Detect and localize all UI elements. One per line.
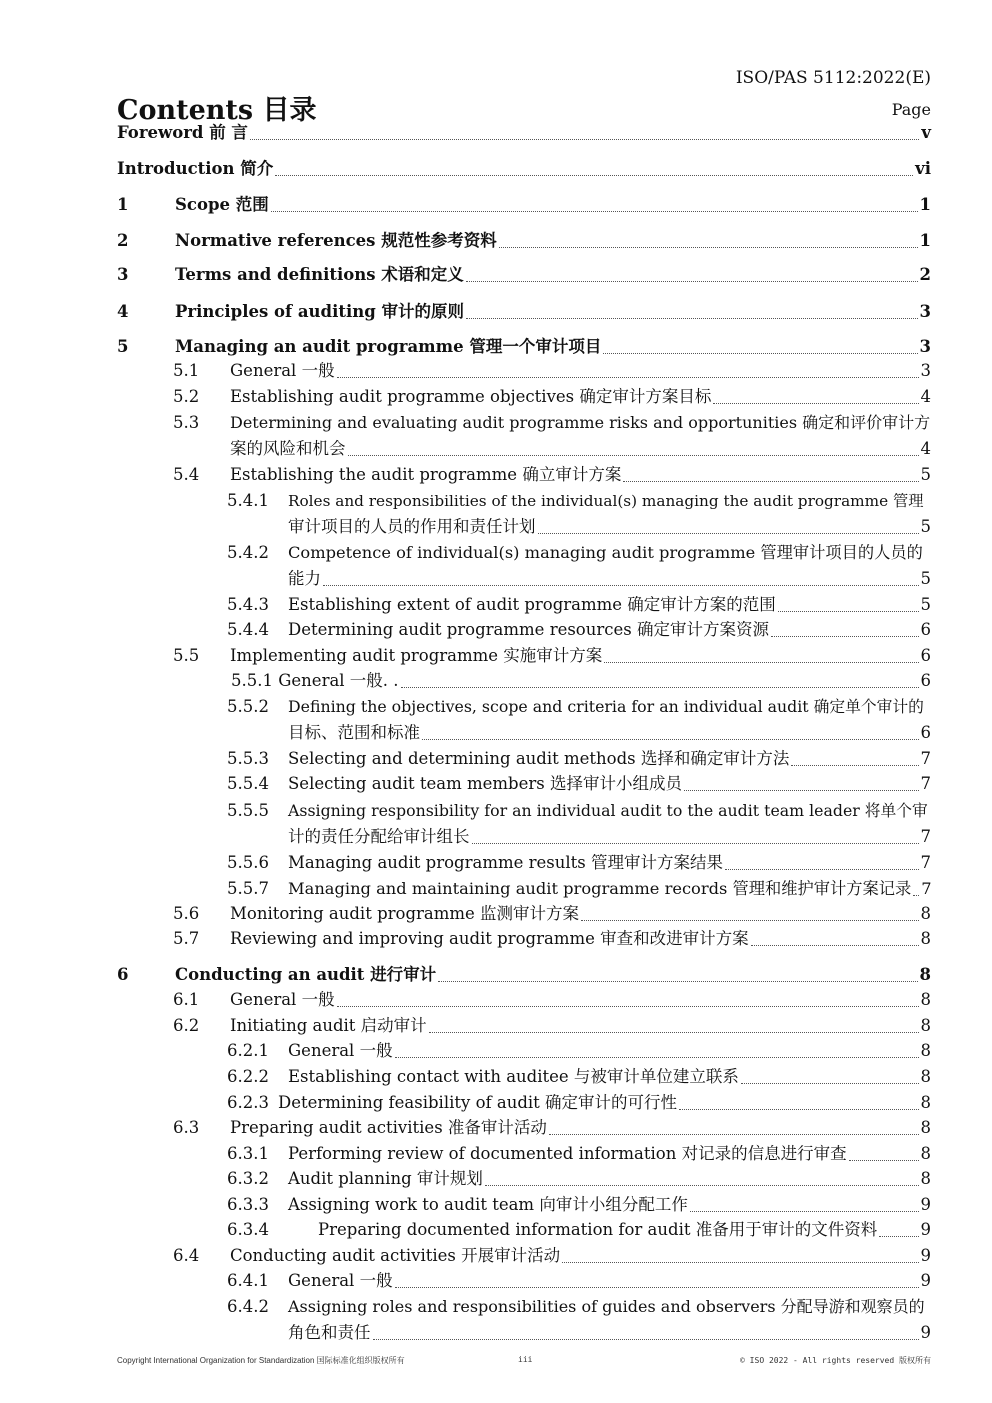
toc-entry-title: Principles of auditing 审计的原则 bbox=[175, 302, 465, 321]
toc-entry-number: 6.1 bbox=[173, 990, 200, 1009]
dot-leader bbox=[690, 1211, 919, 1212]
toc-entry-page: 8 bbox=[920, 904, 931, 923]
toc-entry-page: 2 bbox=[919, 265, 931, 284]
toc-entry-page: 6 bbox=[920, 620, 931, 639]
dot-leader bbox=[778, 611, 919, 612]
toc-entry-title: Performing review of documented information 对记录的信息进行审查 bbox=[288, 1144, 847, 1163]
dot-leader bbox=[684, 790, 919, 791]
toc-entry-title: Introduction 简介 bbox=[117, 159, 274, 178]
dot-leader bbox=[603, 353, 917, 354]
toc-entry-number: 5 bbox=[117, 337, 129, 356]
toc-entry-title-continued: 目标、范围和标准 bbox=[288, 723, 420, 742]
dot-leader bbox=[913, 895, 919, 896]
dot-leader bbox=[725, 869, 919, 870]
document-identifier: ISO/PAS 5112:2022(E) bbox=[735, 68, 931, 88]
toc-entry-title: Determining feasibility of audit 确定审计的可行性 bbox=[278, 1093, 678, 1112]
toc-entry-page: 7 bbox=[920, 853, 931, 872]
footer-copyright: Copyright International Organization for Standardization 国际标准化组织版权所有 bbox=[117, 1356, 405, 1365]
toc-entry-title: Managing audit programme results 管理审计方案结果 bbox=[288, 853, 723, 872]
toc-entry-number: 5.1 bbox=[173, 361, 200, 380]
toc-entry-number: 5.4.1 bbox=[227, 491, 269, 510]
toc-entry-number: 5.4.3 bbox=[227, 595, 269, 614]
toc-entry-title: Reviewing and improving audit programme 审查和改进审计方案 bbox=[230, 929, 749, 948]
toc-entry-number: 1 bbox=[117, 195, 129, 214]
toc-entry-title: Audit planning 审计规划 bbox=[288, 1169, 483, 1188]
toc-entry-number: 6.2.1 bbox=[227, 1041, 269, 1060]
toc-entry-number: 5.2 bbox=[173, 387, 200, 406]
dot-leader bbox=[604, 662, 918, 663]
page-title: Contents 目录 bbox=[117, 95, 317, 126]
toc-entry-page: 9 bbox=[920, 1220, 931, 1239]
toc-entry-page: 7 bbox=[920, 749, 931, 768]
toc-entry-page: 6 bbox=[920, 646, 931, 665]
toc-entry-title: Assigning roles and responsibilities of guides and observers 分配导游和观察员的 bbox=[288, 1297, 925, 1316]
toc-entry-title: Selecting and determining audit methods 选择和确定审计方法 bbox=[288, 749, 790, 768]
toc-entry-page: 8 bbox=[920, 990, 931, 1009]
toc-entry-title: Foreword 前 言 bbox=[117, 123, 248, 142]
dot-leader bbox=[679, 1109, 918, 1110]
toc-entry-number: 5.5.4 bbox=[227, 774, 269, 793]
toc-entry-page: 3 bbox=[920, 361, 931, 380]
footer-rights: © ISO 2022 - All rights reserved 版权所有 bbox=[740, 1356, 931, 1365]
toc-entry-number: 6.2.3 bbox=[227, 1093, 269, 1112]
toc-entry-title-continued: 角色和责任 bbox=[288, 1323, 371, 1342]
dot-leader bbox=[401, 687, 919, 688]
toc-entry-number: 5.5.7 bbox=[227, 879, 269, 898]
toc-entry-title-continued: 能力 bbox=[288, 569, 321, 588]
toc-entry-number: 6.4 bbox=[173, 1246, 200, 1265]
toc-entry-title: Determining audit programme resources 确定审计方案资源 bbox=[288, 620, 769, 639]
toc-entry-number: 6.2.2 bbox=[227, 1067, 269, 1086]
toc-entry-title: Initiating audit 启动审计 bbox=[230, 1016, 427, 1035]
toc-entry-number: 5.5.6 bbox=[227, 853, 269, 872]
dot-leader bbox=[549, 1134, 919, 1135]
toc-entry-title: Conducting audit activities 开展审计活动 bbox=[230, 1246, 561, 1265]
toc-entry-page: 7 bbox=[921, 879, 932, 898]
dot-leader bbox=[373, 1339, 919, 1340]
toc-entry-number: 5.5.2 bbox=[227, 697, 269, 716]
dot-leader bbox=[751, 945, 919, 946]
page-column-label: Page bbox=[891, 100, 931, 119]
toc-entry-title: Implementing audit programme 实施审计方案 bbox=[230, 646, 603, 665]
toc-entry-page: 7 bbox=[920, 774, 931, 793]
dot-leader bbox=[466, 318, 917, 319]
toc-entry-title: General 一般 bbox=[288, 1041, 393, 1060]
toc-entry-number: 6.3 bbox=[173, 1118, 200, 1137]
dot-leader bbox=[472, 843, 919, 844]
toc-entry-title: Establishing audit programme objectives 确定审计方案目标 bbox=[230, 387, 712, 406]
toc-entry-title: General 一般 bbox=[288, 1271, 393, 1290]
toc-entry-page: 3 bbox=[919, 302, 931, 321]
toc-entry-number: 5.4 bbox=[173, 465, 200, 484]
dot-leader bbox=[348, 455, 919, 456]
dot-leader bbox=[395, 1287, 919, 1288]
dot-leader bbox=[422, 739, 919, 740]
toc-entry-page: 3 bbox=[919, 337, 931, 356]
toc-entry-page: 4 bbox=[920, 439, 931, 458]
toc-entry-title-continued: 案的风险和机会 bbox=[230, 439, 346, 458]
toc-entry-title: Determining and evaluating audit programme risks and opportunities 确定和评价审计方 bbox=[230, 413, 931, 432]
toc-entry-number: 6.4.2 bbox=[227, 1297, 269, 1316]
dot-leader bbox=[485, 1185, 919, 1186]
toc-entry-number: 6.3.4 bbox=[227, 1220, 269, 1239]
dot-leader bbox=[562, 1262, 918, 1263]
dot-leader bbox=[849, 1160, 919, 1161]
toc-entry-page: 1 bbox=[919, 231, 931, 250]
toc-entry-title: Assigning work to audit team 向审计小组分配工作 bbox=[288, 1195, 688, 1214]
toc-entry-page: 4 bbox=[920, 387, 931, 406]
toc-entry-title: Preparing audit activities 准备审计活动 bbox=[230, 1118, 547, 1137]
toc-entry-page: 7 bbox=[920, 827, 931, 846]
toc-entry-page: 9 bbox=[920, 1323, 931, 1342]
toc-entry-number: 5.3 bbox=[173, 413, 200, 432]
dot-leader bbox=[429, 1032, 919, 1033]
dot-leader bbox=[323, 585, 919, 586]
dot-leader bbox=[791, 765, 918, 766]
dot-leader bbox=[438, 981, 917, 982]
toc-entry-page: 8 bbox=[920, 929, 931, 948]
toc-entry-page: 8 bbox=[920, 1041, 931, 1060]
toc-entry-title: 5.5.1 General 一般. . bbox=[231, 671, 399, 690]
toc-entry-title: Conducting an audit 进行审计 bbox=[175, 965, 437, 984]
toc-entry-title: Establishing the audit programme 确立审计方案 bbox=[230, 465, 622, 484]
toc-entry-title: Defining the objectives, scope and criteria for an individual audit 确定单个审计的 bbox=[288, 697, 924, 716]
toc-entry-page: 5 bbox=[920, 517, 931, 536]
toc-entry-title-continued: 计的责任分配给审计组长 bbox=[288, 827, 470, 846]
toc-entry-number: 6.4.1 bbox=[227, 1271, 269, 1290]
dot-leader bbox=[337, 1006, 919, 1007]
toc-entry-number: 5.6 bbox=[173, 904, 200, 923]
toc-entry-page: 6 bbox=[920, 723, 931, 742]
toc-entry-number: 6 bbox=[117, 965, 129, 984]
dot-leader bbox=[879, 1236, 918, 1237]
toc-entry-title: Establishing contact with auditee 与被审计单位建立联系 bbox=[288, 1067, 739, 1086]
toc-entry-page: v bbox=[921, 123, 931, 142]
toc-entry-title: Scope 范围 bbox=[175, 195, 269, 214]
toc-entry-number: 5.4.4 bbox=[227, 620, 269, 639]
toc-entry-number: 6.3.1 bbox=[227, 1144, 269, 1163]
toc-entry-page: 8 bbox=[920, 1169, 931, 1188]
toc-entry-page: 8 bbox=[920, 1144, 931, 1163]
toc-entry-page: 5 bbox=[920, 569, 931, 588]
toc-entry-title: General 一般 bbox=[230, 361, 335, 380]
dot-leader bbox=[499, 247, 918, 248]
dot-leader bbox=[275, 175, 913, 176]
toc-entry-title: Managing an audit programme 管理一个审计项目 bbox=[175, 337, 602, 356]
dot-leader bbox=[250, 139, 919, 140]
toc-entry-page: 8 bbox=[919, 965, 931, 984]
toc-entry-number: 5.7 bbox=[173, 929, 200, 948]
toc-entry-title: Establishing extent of audit programme 确定审计方案的范围 bbox=[288, 595, 776, 614]
toc-entry-title: Monitoring audit programme 监测审计方案 bbox=[230, 904, 580, 923]
toc-entry-page: 8 bbox=[920, 1093, 931, 1112]
toc-entry-title: Roles and responsibilities of the individual(s) managing the audit programme 管理 bbox=[288, 492, 924, 510]
dot-leader bbox=[771, 636, 919, 637]
toc-entry-number: 5.5 bbox=[173, 646, 200, 665]
toc-entry-page: 9 bbox=[920, 1195, 931, 1214]
dot-leader bbox=[395, 1057, 919, 1058]
toc-entry-number: 6.3.3 bbox=[227, 1195, 269, 1214]
toc-entry-number: 5.5.3 bbox=[227, 749, 269, 768]
dot-leader bbox=[623, 481, 918, 482]
toc-entry-title: Terms and definitions 术语和定义 bbox=[175, 265, 464, 284]
dot-leader bbox=[466, 281, 918, 282]
dot-leader bbox=[538, 533, 919, 534]
toc-entry-page: 8 bbox=[920, 1016, 931, 1035]
toc-entry-page: 5 bbox=[920, 465, 931, 484]
toc-entry-title: Assigning responsibility for an individual audit to the audit team leader 将单个审 bbox=[288, 801, 928, 820]
toc-entry-page: vi bbox=[915, 159, 931, 178]
toc-entry-title: Competence of individual(s) managing audit programme 管理审计项目的人员的 bbox=[288, 543, 923, 562]
toc-entry-title: Selecting audit team members 选择审计小组成员 bbox=[288, 774, 682, 793]
toc-entry-number: 3 bbox=[117, 265, 129, 284]
toc-entry-title: Preparing documented information for audit 准备用于审计的文件资料 bbox=[318, 1220, 878, 1239]
toc-entry-number: 5.4.2 bbox=[227, 543, 269, 562]
toc-entry-page: 9 bbox=[920, 1271, 931, 1290]
toc-entry-page: 1 bbox=[919, 195, 931, 214]
dot-leader bbox=[271, 211, 918, 212]
toc-entry-page: 8 bbox=[920, 1118, 931, 1137]
toc-entry-number: 5.5.5 bbox=[227, 801, 269, 820]
toc-entry-title: Managing and maintaining audit programme records 管理和维护审计方案记录 bbox=[288, 879, 912, 898]
toc-entry-page: 5 bbox=[920, 595, 931, 614]
toc-entry-page: 6 bbox=[920, 671, 931, 690]
toc-entry-title-continued: 审计项目的人员的作用和责任计划 bbox=[288, 517, 536, 536]
toc-entry-number: 6.3.2 bbox=[227, 1169, 269, 1188]
toc-entry-number: 4 bbox=[117, 302, 129, 321]
dot-leader bbox=[713, 403, 918, 404]
toc-entry-page: 9 bbox=[920, 1246, 931, 1265]
toc-entry-title: General 一般 bbox=[230, 990, 335, 1009]
toc-entry-page: 8 bbox=[920, 1067, 931, 1086]
dot-leader bbox=[741, 1083, 919, 1084]
dot-leader bbox=[581, 920, 918, 921]
footer-page-number: iii bbox=[518, 1355, 533, 1364]
dot-leader bbox=[337, 377, 919, 378]
toc-entry-number: 6.2 bbox=[173, 1016, 200, 1035]
toc-entry-number: 2 bbox=[117, 231, 129, 250]
toc-entry-title: Normative references 规范性参考资料 bbox=[175, 231, 497, 250]
